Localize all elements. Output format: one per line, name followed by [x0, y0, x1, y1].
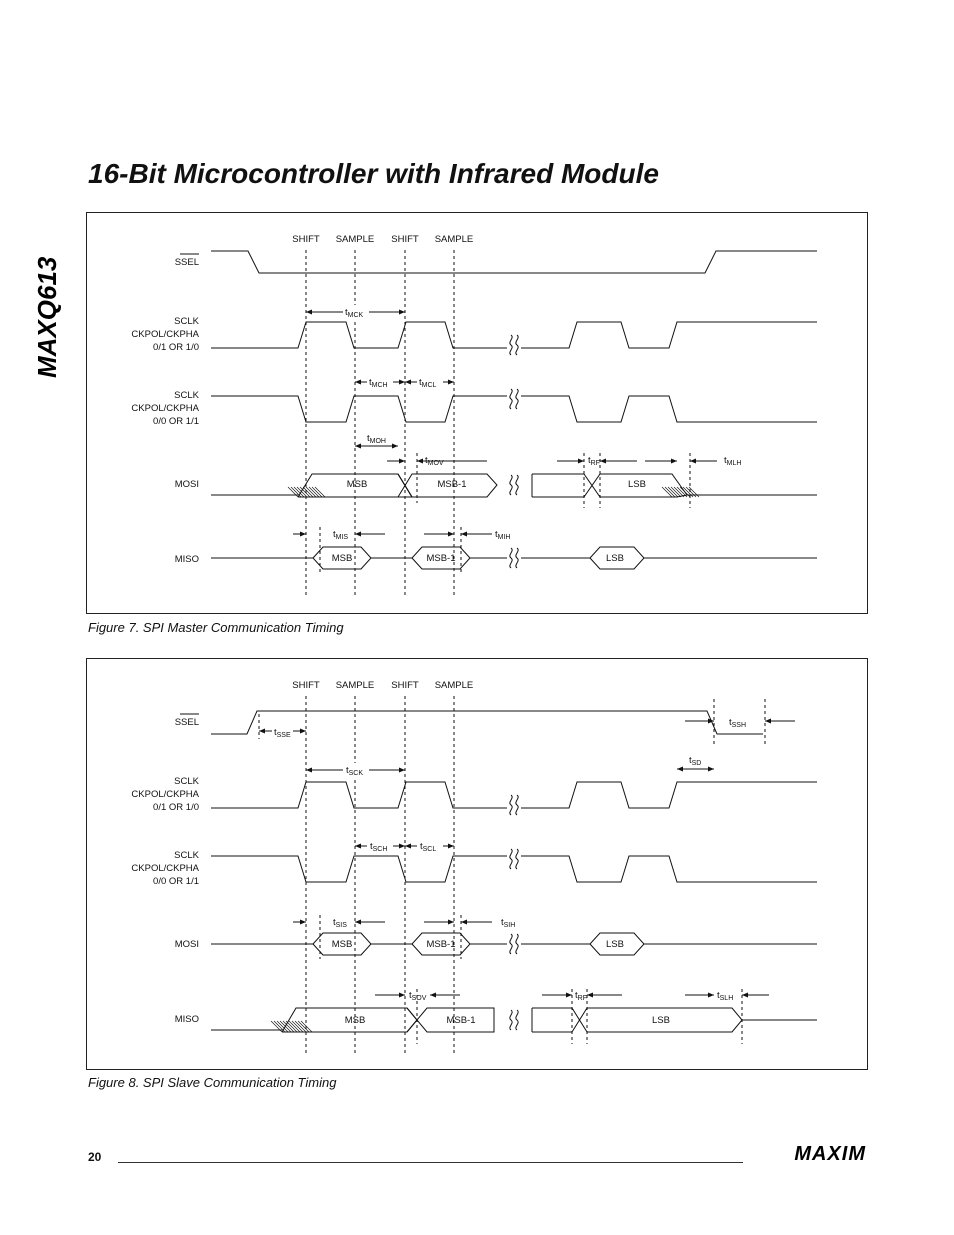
tmih-arrow-r-head [461, 532, 467, 537]
figure-7-caption: Figure 7. SPI Master Communication Timing [88, 620, 344, 635]
mosi-hatch-2-line [665, 487, 675, 497]
tsch-arrow-head-l [355, 844, 361, 849]
miso-hatch-1-line [298, 1021, 309, 1032]
header-sample: SAMPLE [335, 680, 375, 691]
ssel-label: SSEL [174, 717, 199, 728]
page-title: 16-Bit Microcontroller with Infrared Module [88, 158, 659, 189]
tmih-label: $t_{MIH}$ [495, 529, 511, 541]
sclk-b-break-a [510, 849, 512, 869]
tssh-label: $t_{SSH}$ [729, 717, 747, 729]
miso-hatch-1-line [292, 1021, 303, 1032]
sclk-b-label-1: CKPOL/CKPHA [131, 403, 199, 414]
sclk-b-break-b [516, 849, 518, 869]
sclk-b-wave [211, 856, 507, 882]
sclk-b-break-a [510, 389, 512, 409]
tmov-arrow-r-head [417, 459, 423, 464]
tsd-arrow-head-l [677, 767, 683, 772]
tmch-label: $t_{MCH}$ [369, 377, 388, 389]
tssh-arrow-r-head [765, 719, 771, 724]
header-sample: SAMPLE [335, 234, 375, 245]
tsih-arrow-r-head [461, 920, 467, 925]
tsck-label: $t_{SCK}$ [346, 765, 364, 777]
tsse-arrow-l-head [259, 729, 265, 734]
sclk-b-break-b [516, 389, 518, 409]
tsov-label: $t_{SOV}$ [409, 990, 427, 1002]
miso-wave-2 [521, 547, 817, 569]
mosi-break-b [516, 475, 518, 495]
mosi-hatch-1-line [312, 487, 322, 497]
tsis-arrow-r-head [355, 920, 361, 925]
miso-msb: MSB [331, 553, 353, 564]
mosi-break-a [510, 934, 512, 954]
mosi-msb1: MSB-1 [437, 479, 467, 490]
sclk-b-label-2: 0/0 OR 1/1 [153, 416, 199, 427]
miso-label: MISO [174, 1014, 199, 1025]
header-shift: SHIFT [292, 680, 320, 691]
mosi-hatch-1-line [303, 487, 313, 497]
miso-hatch-1-line [295, 1021, 306, 1032]
tscl-arrow-head-r [448, 844, 454, 849]
tslh-arrow-l-head [708, 993, 714, 998]
figure-8-diagram [86, 658, 868, 1070]
tmcl-arrow-head-r [448, 380, 454, 385]
sclk-a-label-2: 0/1 OR 1/0 [153, 802, 199, 813]
miso-break-b [516, 1010, 518, 1030]
miso-msb1: MSB-1 [446, 1015, 476, 1026]
tsih-arrow-l-head [448, 920, 454, 925]
mosi-hatch-2-line [662, 487, 672, 497]
mosi-wave-2 [521, 933, 817, 955]
sclk-b-label-0: SCLK [174, 850, 199, 861]
mosi-hatch-1-line [315, 487, 325, 497]
tmlh-label: $t_{MLH}$ [724, 455, 742, 467]
miso-hatch-1-line [289, 1021, 300, 1032]
miso-msb1: MSB-1 [426, 553, 456, 564]
header-shift: SHIFT [292, 234, 320, 245]
sclk-b-label-2: 0/0 OR 1/1 [153, 876, 199, 887]
figure-7-diagram [86, 212, 868, 614]
tmoh-arrow-head-r [392, 444, 398, 449]
sclk-b-wave-2 [521, 396, 817, 422]
sclk-a-break-b [516, 335, 518, 355]
tmlh-arrow-r-head [690, 459, 696, 464]
header-shift: SHIFT [391, 680, 419, 691]
mosi-msb: MSB [331, 939, 353, 950]
tscl-label: $t_{SCL}$ [420, 841, 437, 853]
miso-break-b [516, 548, 518, 568]
trf-label: $t_{RF}$ [588, 455, 600, 467]
sclk-a-break-b [516, 795, 518, 815]
mosi-break-b [516, 934, 518, 954]
page-number: 20 [88, 1150, 102, 1164]
tmis-arrow-l-head [300, 532, 306, 537]
mosi-hatch-1-line [309, 487, 319, 497]
sclk-a-wave [211, 322, 507, 348]
tsd-label: $t_{SD}$ [689, 755, 702, 767]
sclk-a-wave [211, 782, 507, 808]
side-part-number [18, 210, 68, 380]
footer-rule [118, 1162, 743, 1163]
sclk-a-label-1: CKPOL/CKPHA [131, 329, 199, 340]
tmck-arrow-head-r [399, 310, 405, 315]
tscl-arrow-head-l [405, 844, 411, 849]
tsis-arrow-l-head [300, 920, 306, 925]
miso-hatch-1-line [286, 1021, 297, 1032]
trf-arrow-r-head [587, 993, 593, 998]
trf-arrow-r-head [600, 459, 606, 464]
sclk-b-label-1: CKPOL/CKPHA [131, 863, 199, 874]
tsov-arrow-r-head [430, 993, 436, 998]
miso-wave [211, 547, 507, 569]
mosi-hatch-2-line [668, 487, 678, 497]
tmih-arrow-l-head [448, 532, 454, 537]
tmck-arrow-head-l [306, 310, 312, 315]
tsse-arrow-r-head [300, 729, 306, 734]
tmch-arrow-head-l [355, 380, 361, 385]
mosi-lsb: LSB [606, 939, 624, 950]
miso-lsb: LSB [652, 1015, 670, 1026]
mosi-label: MOSI [174, 479, 199, 490]
tsch-arrow-head-r [399, 844, 405, 849]
header-shift: SHIFT [391, 234, 419, 245]
miso-lsb: LSB [606, 553, 624, 564]
tmov-label: $t_{MOV}$ [425, 455, 444, 467]
tslh-arrow-r-head [742, 993, 748, 998]
tsch-label: $t_{SCH}$ [370, 841, 388, 853]
mosi-msb: MSB [346, 479, 368, 490]
tsih-label: $t_{SIH}$ [501, 917, 516, 929]
figure-8-caption: Figure 8. SPI Slave Communication Timing [88, 1075, 337, 1090]
mosi-msb1: MSB-1 [426, 939, 456, 950]
miso-wave-3 [532, 1008, 742, 1032]
mosi-break-a [510, 475, 512, 495]
mosi-lsb: LSB [628, 479, 646, 490]
sclk-a-label-0: SCLK [174, 776, 199, 787]
spi-master-timing-diagram [87, 213, 867, 613]
svg-text:MAXIM: MAXIM [794, 1143, 866, 1164]
sclk-a-break-a [510, 335, 512, 355]
miso-label: MISO [174, 554, 199, 565]
mosi-hatch-1-line [306, 487, 316, 497]
ssel-wave [211, 251, 817, 273]
tsov-arrow-l-head [399, 993, 405, 998]
tsd-arrow-head-r [708, 767, 714, 772]
header-sample: SAMPLE [434, 680, 474, 691]
miso-break-a [510, 548, 512, 568]
sclk-a-wave-2 [521, 782, 817, 808]
trf-arrow-l-head [566, 993, 572, 998]
tmis-arrow-r-head [355, 532, 361, 537]
tsis-label: $t_{SIS}$ [333, 917, 347, 929]
tmcl-arrow-head-l [405, 380, 411, 385]
tslh-label: $t_{SLH}$ [717, 990, 734, 1002]
maxim-logo [754, 1142, 868, 1164]
tmck-label: $t_{MCK}$ [345, 307, 364, 319]
sclk-a-label-2: 0/1 OR 1/0 [153, 342, 199, 353]
sclk-b-wave [211, 396, 507, 422]
mosi-label: MOSI [174, 939, 199, 950]
ssel-label: SSEL [174, 257, 199, 268]
tmcl-label: $t_{MCL}$ [419, 377, 437, 389]
tsck-arrow-head-l [306, 768, 312, 773]
sclk-a-label-0: SCLK [174, 316, 199, 327]
trf-label: $t_{RF}$ [575, 990, 587, 1002]
sclk-a-wave-2 [521, 322, 817, 348]
tmis-label: $t_{MIS}$ [333, 529, 349, 541]
sclk-b-wave-2 [521, 856, 817, 882]
tmov-arrow-l-head [399, 459, 405, 464]
miso-msb: MSB [344, 1015, 366, 1026]
tsse-label: $t_{SSE}$ [274, 727, 291, 739]
tmoh-arrow-head-l [355, 444, 361, 449]
tmlh-arrow-l-head [671, 459, 677, 464]
sclk-a-label-1: CKPOL/CKPHA [131, 789, 199, 800]
trf-arrow-l-head [578, 459, 584, 464]
sclk-b-label-0: SCLK [174, 390, 199, 401]
header-sample: SAMPLE [434, 234, 474, 245]
tmoh-label: $t_{MOH}$ [367, 433, 386, 445]
sclk-a-break-a [510, 795, 512, 815]
miso-break-a [510, 1010, 512, 1030]
tmch-arrow-head-r [399, 380, 405, 385]
svg-text:MAXQ613: MAXQ613 [32, 256, 62, 378]
tsck-arrow-head-r [399, 768, 405, 773]
spi-slave-timing-diagram [87, 659, 867, 1069]
mosi-wave-3 [532, 474, 687, 497]
mosi-hatch-2-line [671, 487, 681, 497]
mosi-wave [211, 933, 507, 955]
